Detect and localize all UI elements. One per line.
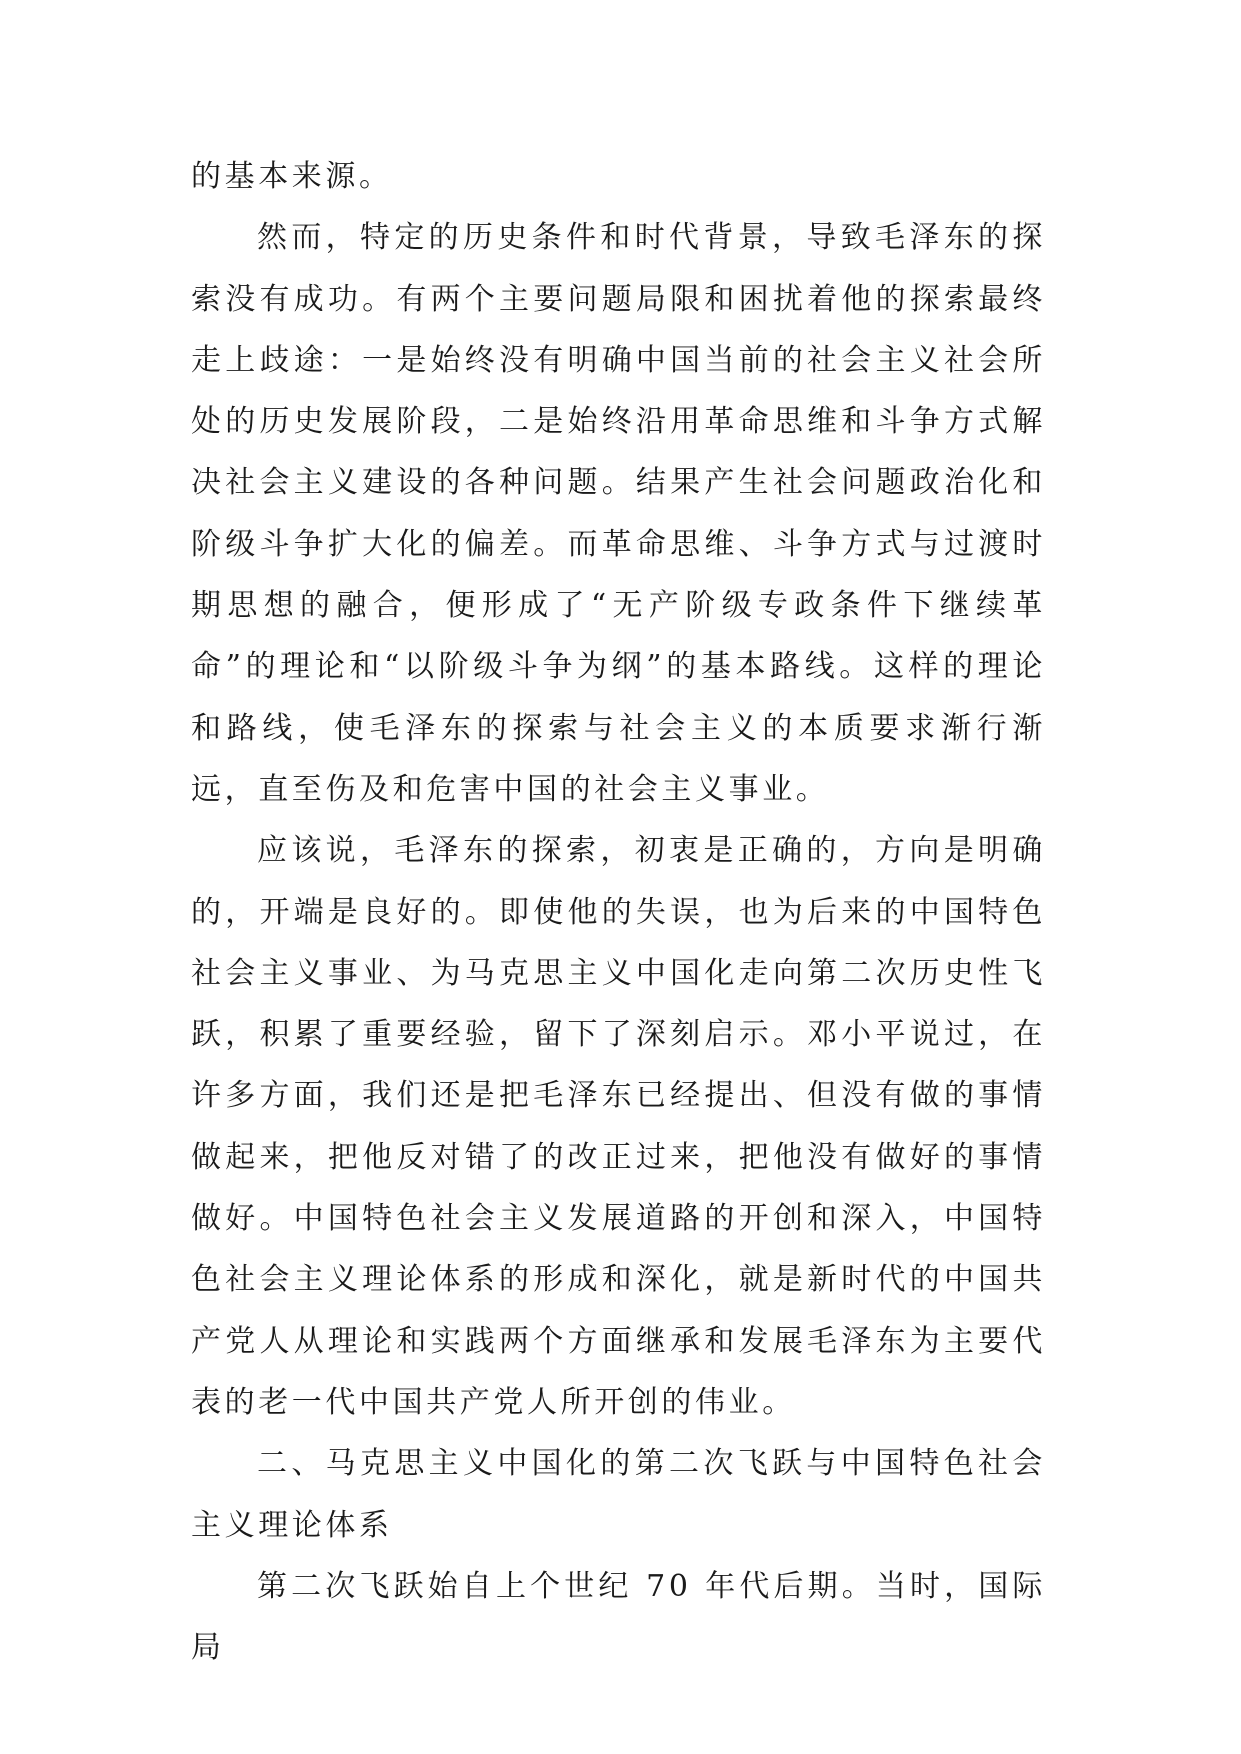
paragraph-exploration-failure: 然而，特定的历史条件和时代背景，导致毛泽东的探索没有成功。有两个主要问题局限和困扰着他的探索最终走上歧途：一是始终没有明确中国当前的社会主义社会所处的历史发展阶段，二是始终沿用革命思维和斗争方式解决社会主义建设的各种问题。结果产生社会问题政治化和阶级斗争扩大化的偏差。而革命思维、斗争方式与过渡时期思想的融合，便形成了“无产阶级专政条件下继续革命”的理论和“以阶级斗争为纲”的基本路线。这样的理论和路线，使毛泽东的探索与社会主义的本质要求渐行渐远，直至伤及和危害中国的社会主义事业。 bbox=[191, 220, 1046, 807]
paragraph-exploration-legacy: 应该说，毛泽东的探索，初衷是正确的，方向是明确的，开端是良好的。即使他的失误，也为后来的中国特色社会主义事业、为马克思主义中国化走向第二次历史性飞跃，积累了重要经验，留下了深刻启示。邓小平说过，在许多方面，我们还是把毛泽东已经提出、但没有做的事情做起来，把他反对错了的改正过来，把他没有做好的事情做好。中国特色社会主义发展道路的开创和深入，中国特色社会主义理论体系的形成和深化，就是新时代的中国共产党人从理论和实践两个方面继承和发展毛泽东为主要代表的老一代中国共产党人所开创的伟业。 bbox=[191, 833, 1046, 1420]
document-body bbox=[191, 146, 1046, 1678]
section-heading: 二、马克思主义中国化的第二次飞跃与中国特色社会主义理论体系 bbox=[191, 1446, 1046, 1543]
paragraph-second-leap: 第二次飞跃始自上个世纪 70 年代后期。当时，国际局 bbox=[191, 1568, 1046, 1666]
paragraph-continuation: 的基本来源。 bbox=[191, 159, 393, 194]
